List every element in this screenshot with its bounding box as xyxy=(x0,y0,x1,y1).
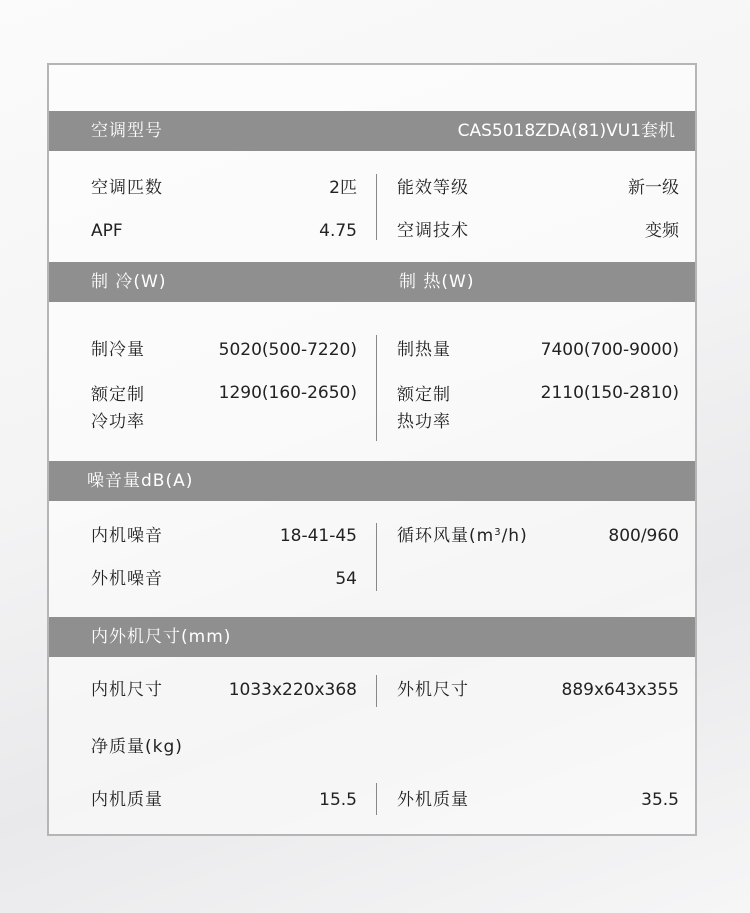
heating-power-label-2: 热功率 xyxy=(397,412,451,432)
cooling-capacity-label: 制冷量 xyxy=(91,340,145,360)
noise-header: 噪音量dB(A) xyxy=(87,471,194,491)
model-bar xyxy=(49,111,695,151)
outdoor-size-label: 外机尺寸 xyxy=(397,680,469,700)
cooling-heating-bar xyxy=(49,262,695,302)
outdoor-noise-label: 外机噪音 xyxy=(91,569,163,589)
outdoor-weight-label: 外机质量 xyxy=(397,790,469,810)
indoor-weight-value: 15.5 xyxy=(319,790,357,810)
heating-capacity-value: 7400(700-9000) xyxy=(540,340,679,360)
outdoor-size-value: 889x643x355 xyxy=(561,680,679,700)
heating-capacity-label: 制热量 xyxy=(397,340,451,360)
tech-value: 变频 xyxy=(645,221,679,241)
divider-noise xyxy=(376,523,377,591)
indoor-noise-label: 内机噪音 xyxy=(91,526,163,546)
efficiency-label: 能效等级 xyxy=(397,178,469,198)
noise-bar xyxy=(49,461,695,501)
weight-header: 净质量(kg) xyxy=(91,737,183,757)
outdoor-noise-value: 54 xyxy=(335,569,357,589)
indoor-noise-value: 18-41-45 xyxy=(279,526,357,546)
apf-label: APF xyxy=(91,221,123,241)
efficiency-value: 新一级 xyxy=(628,178,679,198)
cooling-capacity-value: 5020(500-7220) xyxy=(218,340,357,360)
indoor-size-label: 内机尺寸 xyxy=(91,680,163,700)
apf-value: 4.75 xyxy=(319,221,357,241)
heating-power-label-1: 额定制 xyxy=(397,385,451,405)
divider-size xyxy=(376,675,377,707)
outdoor-weight-value: 35.5 xyxy=(641,790,679,810)
size-bar xyxy=(49,617,695,657)
airflow-label: 循环风量$(m^3/h)$ xyxy=(397,526,528,546)
size-header: 内外机尺寸(mm) xyxy=(91,627,232,647)
indoor-size-value: 1033x220x368 xyxy=(228,680,357,700)
airflow-value: 800/960 xyxy=(608,526,679,546)
divider-weight xyxy=(376,783,377,815)
divider-cooling-heating xyxy=(376,335,377,441)
cooling-header: 制 冷(W) xyxy=(91,272,167,292)
model-value: CAS5018ZDA(81)VU1套机 xyxy=(457,121,675,141)
cooling-power-value: 1290(160-2650) xyxy=(218,383,357,403)
hp-value: 2匹 xyxy=(329,178,357,198)
divider-basic xyxy=(376,174,377,240)
cooling-power-label-2: 冷功率 xyxy=(91,412,145,432)
heating-header: 制 热(W) xyxy=(399,272,475,292)
cooling-power-label-1: 额定制 xyxy=(91,385,145,405)
hp-label: 空调匹数 xyxy=(91,178,163,198)
model-label: 空调型号 xyxy=(91,121,163,141)
indoor-weight-label: 内机质量 xyxy=(91,790,163,810)
spec-card xyxy=(47,63,697,836)
heating-power-value: 2110(150-2810) xyxy=(540,383,679,403)
tech-label: 空调技术 xyxy=(397,221,469,241)
